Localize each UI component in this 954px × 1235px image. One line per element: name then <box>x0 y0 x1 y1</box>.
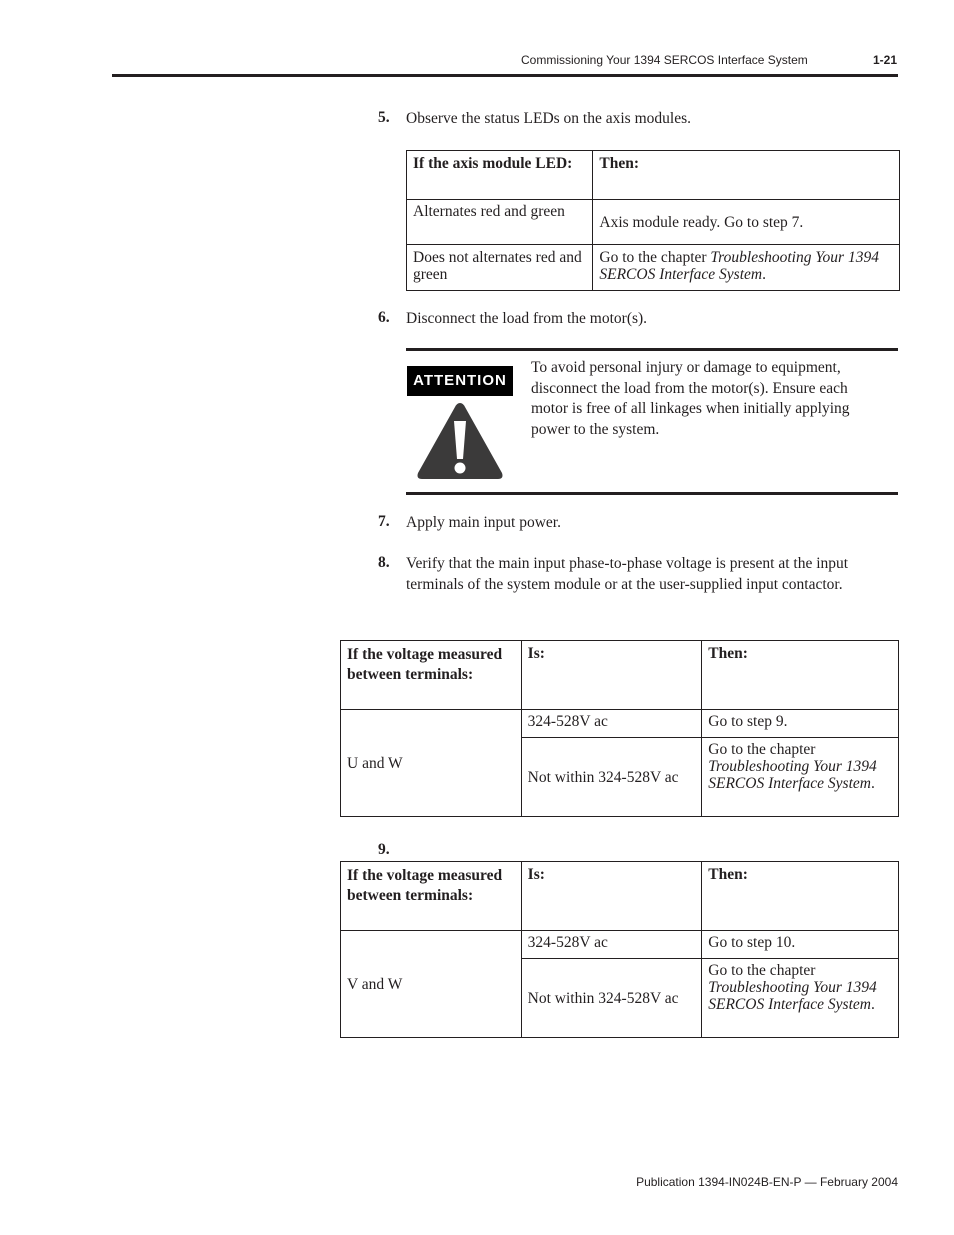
step-8-text: Verify that the main input phase-to-phase voltage is present at the input terminals of the system module or at the user-supplied input contactor. <box>406 555 849 593</box>
table-header-cell: Then: <box>593 151 900 200</box>
text-run: . <box>870 775 875 792</box>
attention-top-rule <box>406 348 898 351</box>
table-header-row <box>341 862 899 931</box>
table-cell: Not within 324-528V ac <box>521 738 702 817</box>
step-7-text: Apply main input power. <box>406 514 561 531</box>
table-cell: Not within 324-528V ac <box>521 959 702 1038</box>
table-header-cell: Then: <box>702 641 899 710</box>
table-cell: Does not alternates red and green <box>407 245 593 291</box>
axis-led-table <box>406 150 900 291</box>
attention-label: ATTENTION <box>407 366 513 396</box>
chapter-reference: Troubleshooting Your 1394 SERCOS Interface System <box>708 979 877 1013</box>
table-cell: Alternates red and green <box>407 200 593 245</box>
terminals-cell: U and W <box>341 710 522 817</box>
table-cell <box>702 738 899 817</box>
page-number: 1-21 <box>873 53 898 67</box>
text-run: Go to the chapter <box>708 962 816 979</box>
table-row <box>341 710 899 738</box>
step-5-text: Observe the status LEDs on the axis modules. <box>406 110 691 127</box>
table-header-cell: If the voltage measured between terminals: <box>341 641 522 710</box>
chapter-reference: Troubleshooting Your 1394 SERCOS Interface System <box>708 758 877 792</box>
table-cell: 324-528V ac <box>521 710 702 738</box>
step-8-number: 8. <box>378 554 390 571</box>
table-header-cell: If the axis module LED: <box>407 151 593 200</box>
step-6-number: 6. <box>378 309 390 326</box>
running-header-title: Commissioning Your 1394 SERCOS Interface System <box>521 53 808 67</box>
header-rule <box>112 74 898 77</box>
table-cell: 324-528V ac <box>521 931 702 959</box>
table-cell <box>702 959 899 1038</box>
table-row <box>407 200 900 245</box>
table-header-row <box>341 641 899 710</box>
table-header-row <box>407 151 900 200</box>
table-cell: Go to step 10. <box>702 931 899 959</box>
text-run: Go to the chapter <box>599 249 711 266</box>
table-header-cell: Is: <box>521 862 702 931</box>
table-header-cell: Then: <box>702 862 899 931</box>
table-cell: Go to step 9. <box>702 710 899 738</box>
step-6-text: Disconnect the load from the motor(s). <box>406 310 648 327</box>
attention-bottom-rule <box>406 492 898 495</box>
table-header-cell: Is: <box>521 641 702 710</box>
publication-footer: Publication 1394-IN024B-EN-P — February 2004 <box>636 1175 898 1189</box>
voltage-table-v-w <box>340 861 899 1038</box>
table-row <box>341 931 899 959</box>
step-9-number: 9. <box>378 841 390 858</box>
voltage-table-u-w <box>340 640 899 817</box>
step-7-number: 7. <box>378 513 390 530</box>
attention-text: To avoid personal injury or damage to equipment, disconnect the load from the motor(s). Ensure each motor is free of all linkages when initially applying power to the system. <box>531 359 850 438</box>
text-run: Go to the chapter <box>708 741 816 758</box>
table-cell <box>593 245 900 291</box>
terminals-cell: V and W <box>341 931 522 1038</box>
chapter-reference: Troubleshooting Your 1394 SERCOS Interface System <box>599 249 879 283</box>
step-5-number: 5. <box>378 109 390 126</box>
table-row <box>407 245 900 291</box>
text-run: . <box>762 266 766 283</box>
table-cell: Axis module ready. Go to step 7. <box>593 200 900 245</box>
text-run: . <box>870 996 875 1013</box>
warning-triangle-icon <box>414 399 506 488</box>
table-header-cell: If the voltage measured between terminals: <box>341 862 522 931</box>
